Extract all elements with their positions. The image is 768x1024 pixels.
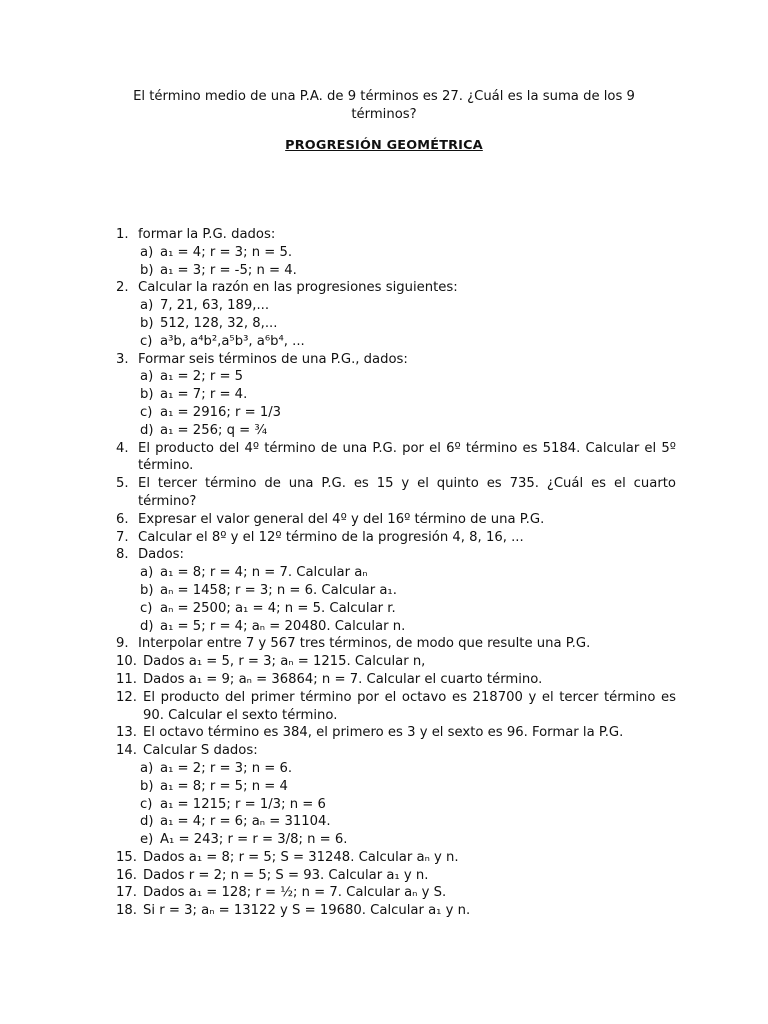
sub-item-text: A₁ = 243; r = r = 3/8; n = 6. [160,832,348,848]
sub-item [140,564,676,582]
exercise-number: 10. [116,654,137,670]
sub-item-text: aₙ = 1458; r = 3; n = 6. Calcular a₁. [160,582,397,598]
sub-item-letter: b) [140,778,154,794]
sub-item [140,778,676,796]
sub-item [140,582,676,600]
sub-item-text: a₁ = 256; q = ¾ [160,422,268,438]
exercise-list [116,226,676,920]
exercise-text: Calcular S dados: [143,743,258,759]
exercise-number: 3. [116,351,129,367]
exercise-item [116,635,676,653]
intro-paragraph: El término medio de una P.A. de 9 términos es 27. ¿Cuál es la suma de los 9 términos? [133,89,635,122]
exercise-item [116,440,676,476]
exercise-text: El octavo término es 384, el primero es 3 y el sexto es 96. Formar la P.G. [143,725,624,741]
sub-item-letter: b) [140,315,154,331]
exercise-item [116,351,676,369]
sub-item-text: 7, 21, 63, 189,... [160,298,270,314]
exercise-item [116,867,676,885]
exercise-item [116,724,676,742]
sub-item-letter: d) [140,422,154,438]
exercise-item [116,475,676,511]
sub-item [140,796,676,814]
sub-item-letter: a) [140,244,154,260]
exercise-number: 9. [116,636,129,652]
exercise-item [116,902,676,920]
exercise-text: Dados a₁ = 9; aₙ = 36864; n = 7. Calcular el cuarto término. [143,671,543,687]
sub-item-letter: c) [140,796,153,812]
exercise-item [116,226,676,244]
sub-item-letter: b) [140,387,154,403]
exercise-text: Calcular la razón en las progresiones siguientes: [138,280,458,296]
exercise-number: 6. [116,511,129,527]
sub-item [140,333,676,351]
sub-item-text: a₁ = 1215; r = 1/3; n = 6 [160,796,326,812]
exercise-item [116,671,676,689]
exercise-number: 17. [116,885,137,901]
exercise-text: Dados: [138,547,184,563]
sub-item [140,760,676,778]
exercise-text: Expresar el valor general del 4º y del 16º término de una P.G. [138,511,545,527]
exercise-text: El producto del primer término por el octavo es 218700 y el tercer término es 90. Calcular el sexto término. [143,689,676,723]
sub-item [140,386,676,404]
sub-item [140,422,676,440]
exercise-text: El tercer término de una P.G. es 15 y el quinto es 735. ¿Cuál es el cuarto término? [138,476,676,509]
sub-item-text: a₁ = 2916; r = 1/3 [160,404,282,420]
exercise-number: 8. [116,547,129,563]
exercise-text: Dados a₁ = 8; r = 5; S = 31248. Calcular aₙ y n. [143,849,459,865]
sub-item-text: a₁ = 4; r = 3; n = 5. [160,244,293,260]
exercise-number: 16. [116,867,137,883]
exercise-number: 5. [116,476,129,492]
section-heading: PROGRESIÓN GEOMÉTRICA [285,138,483,153]
sub-item-text: a₁ = 7; r = 4. [160,387,248,403]
exercise-number: 18. [116,903,137,919]
exercise-item [116,546,676,564]
sub-item-text: 512, 128, 32, 8,... [160,315,278,331]
sub-item-text: a₁ = 8; r = 4; n = 7. Calcular aₙ [160,565,368,581]
sub-item-letter: a) [140,565,154,581]
exercise-text: Calcular el 8º y el 12º término de la progresión 4, 8, 16, ... [138,529,524,545]
exercise-item [116,279,676,297]
exercise-item [116,884,676,902]
exercise-number: 7. [116,529,129,545]
sub-item [140,618,676,636]
sub-item-letter: e) [140,832,154,848]
sub-item-letter: c) [140,404,153,420]
sub-item [140,600,676,618]
sub-item-text: a₁ = 2; r = 3; n = 6. [160,760,293,776]
exercise-text: Si r = 3; aₙ = 13122 y S = 19680. Calcular a₁ y n. [143,903,471,919]
sub-item-letter: b) [140,582,154,598]
exercise-number: 1. [116,227,129,242]
sub-item [140,368,676,386]
exercise-number: 15. [116,849,137,865]
exercise-number: 4. [116,440,129,456]
sub-item [140,297,676,315]
exercise-text: Interpolar entre 7 y 567 tres términos, de modo que resulte una P.G. [138,636,591,652]
sub-item [140,404,676,422]
sub-item-letter: c) [140,333,153,349]
exercise-number: 2. [116,280,129,296]
exercise-number: 12. [116,689,137,705]
sub-item-text: a₁ = 8; r = 5; n = 4 [160,778,288,794]
exercise-text: formar la P.G. dados: [138,227,276,242]
exercise-item [116,529,676,547]
sub-item-letter: a) [140,760,154,776]
sub-item-letter: d) [140,814,154,830]
sub-item-text: a₁ = 2; r = 5 [160,369,244,385]
exercise-number: 13. [116,725,137,741]
exercise-text: Dados a₁ = 128; r = ½; n = 7. Calcular aₙ y S. [143,885,447,901]
sub-item-text: a₁ = 3; r = -5; n = 4. [160,262,297,278]
sub-item-letter: c) [140,600,153,616]
exercise-item [116,653,676,671]
exercise-number: 14. [116,743,137,759]
exercise-item [116,742,676,760]
sub-item-text: a₁ = 5; r = 4; aₙ = 20480. Calcular n. [160,618,406,634]
sub-item [140,244,676,262]
exercise-item [116,511,676,529]
sub-item-text: a³b, a⁴b²,a⁵b³, a⁶b⁴, ... [160,333,305,349]
exercise-item [116,849,676,867]
sub-item-letter: a) [140,369,154,385]
exercise-text: El producto del 4º término de una P.G. por el 6º término es 5184. Calcular el 5º término. [138,440,676,474]
exercise-text: Formar seis términos de una P.G., dados: [138,351,408,367]
sub-item-letter: b) [140,262,154,278]
sub-item [140,813,676,831]
sub-item [140,262,676,280]
sub-item [140,831,676,849]
exercise-text: Dados r = 2; n = 5; S = 93. Calcular a₁ y n. [143,867,429,883]
exercise-item [116,689,676,725]
sub-item [140,315,676,333]
exercise-text: Dados a₁ = 5, r = 3; aₙ = 1215. Calcular n, [143,654,426,670]
sub-item-letter: a) [140,298,154,314]
exercise-number: 11. [116,671,137,687]
sub-item-text: a₁ = 4; r = 6; aₙ = 31104. [160,814,331,830]
sub-item-text: aₙ = 2500; a₁ = 4; n = 5. Calcular r. [160,600,396,616]
sub-item-letter: d) [140,618,154,634]
